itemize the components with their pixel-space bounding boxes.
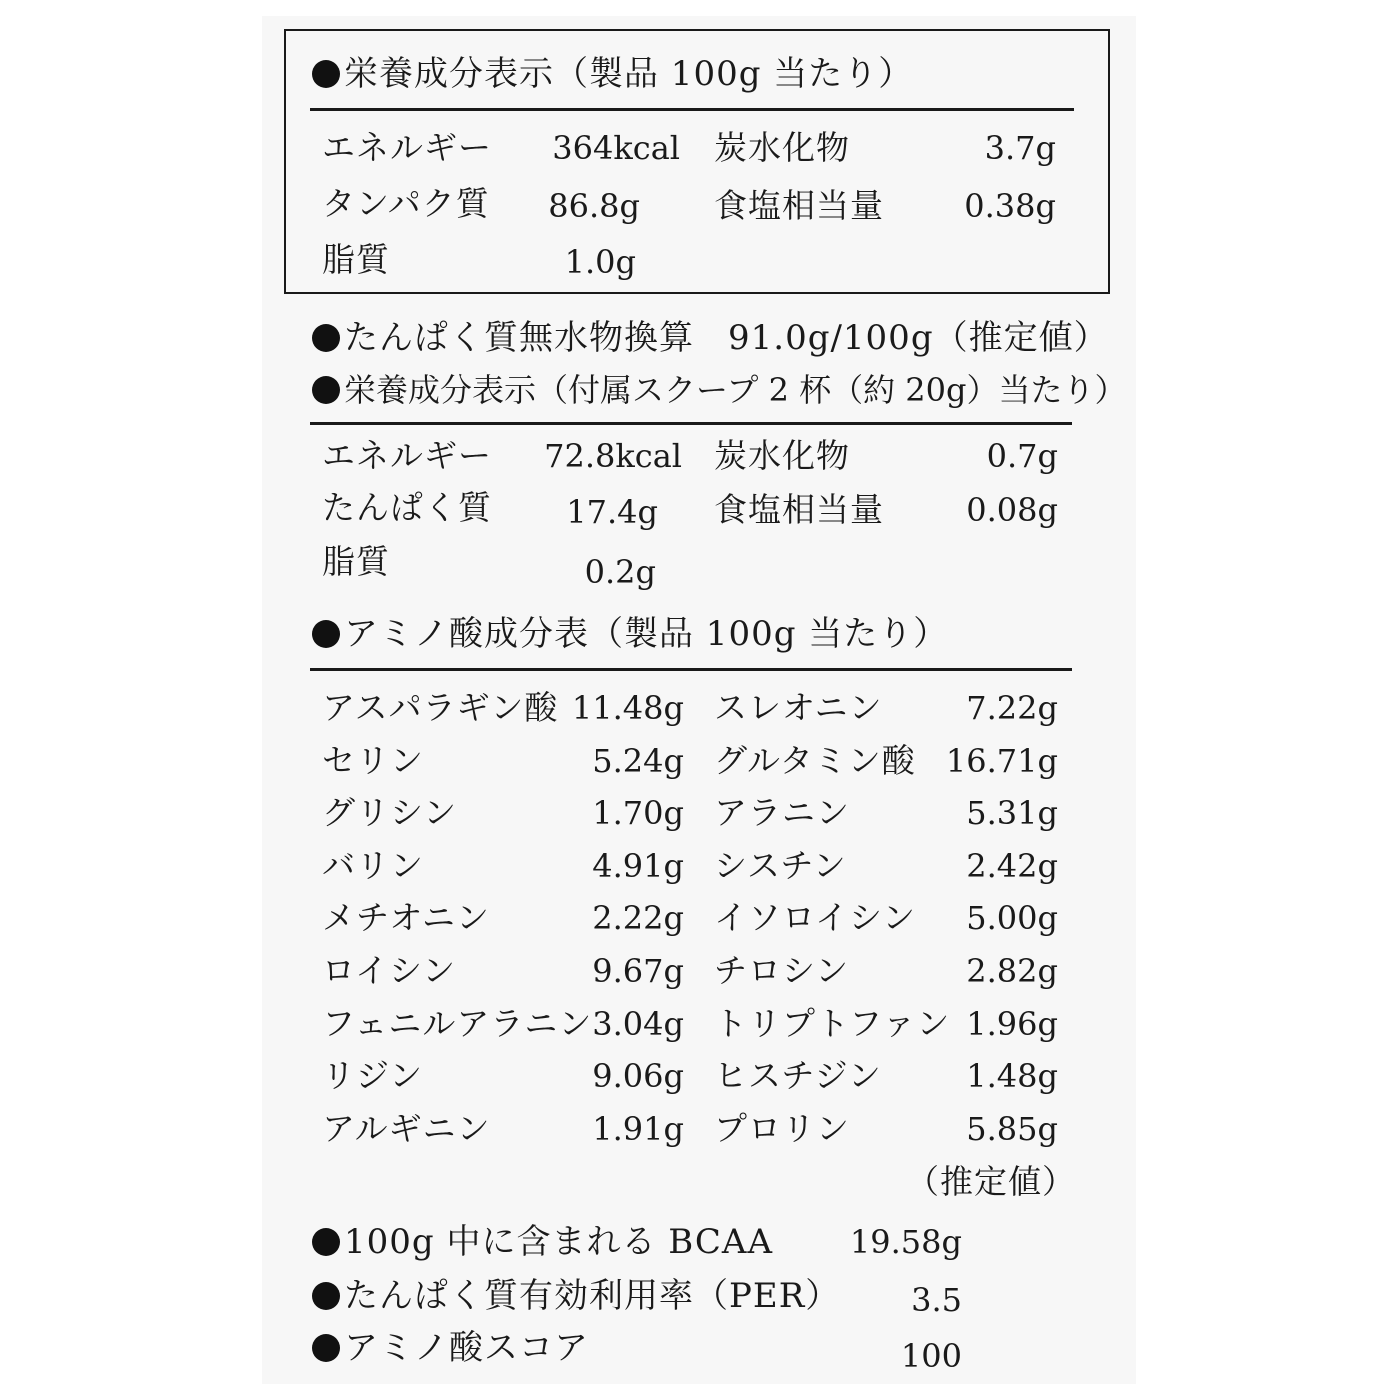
amino-right-value: 1.96g [966,1005,1058,1043]
s1-row2-left-label: タンパク質 [322,184,490,223]
amino-score-row [312,1328,589,1368]
amino-left-label: グリシン [322,793,458,832]
s1-row1-left-label: エネルギー [322,128,492,167]
bullet-icon [312,1282,340,1310]
anhydrous-label: たんぱく質無水物換算 [344,318,694,358]
s2-row3-left-value: 0.2g [584,553,656,591]
section1-title-row [312,54,913,94]
s2-row2-right-label: 食塩相当量 [714,490,884,529]
amino-right-label: スレオニン [714,688,883,727]
amino-right-label: トリプトファン [714,1004,951,1043]
section2-title-row [312,370,1126,410]
per-value: 3.5 [911,1281,962,1319]
s2-row1-left-label: エネルギー [322,436,492,475]
amino-right-value: 5.31g [966,794,1058,832]
amino-left-label: アルギニン [322,1109,491,1148]
amino-left-value: 2.22g [592,899,684,937]
amino-right-value: 2.82g [966,952,1058,990]
anhydrous-row [312,318,694,358]
amino-right-value: 16.71g [945,742,1058,780]
bcaa-label: 100g 中に含まれる BCAA [344,1222,774,1262]
amino-left-label: アスパラギン酸 [322,688,559,727]
s2-row1-right-value: 0.7g [986,437,1058,475]
s1-row1-left-value: 364kcal [552,129,680,167]
s1-row1-right-label: 炭水化物 [714,128,850,167]
anhydrous-value: 91.0g/100g（推定値） [728,318,1109,358]
section1-rule [310,108,1074,111]
amino-left-value: 1.91g [592,1110,684,1148]
bullet-icon [312,1228,340,1256]
amino-left-value: 5.24g [592,742,684,780]
s2-row1-left-value: 72.8kcal [544,437,682,475]
amino-right-label: シスチン [714,846,847,885]
bullet-icon [312,620,340,648]
amino-left-value: 9.67g [592,952,684,990]
amino-right-value: 1.48g [966,1057,1058,1095]
amino-left-value: 9.06g [592,1057,684,1095]
bullet-icon [312,1334,340,1362]
amino-title-row [312,614,948,654]
bcaa-row [312,1222,773,1262]
amino-right-value: 7.22g [966,689,1058,727]
s2-row3-left-label: 脂質 [322,542,390,581]
amino-right-value: 5.00g [966,899,1058,937]
s1-row3-left-value: 1.0g [564,243,636,281]
amino-left-value: 3.04g [592,1005,684,1043]
s1-row3-left-label: 脂質 [322,240,390,279]
s1-row2-right-value: 0.38g [964,187,1056,225]
bullet-icon [312,376,340,404]
amino-right-label: グルタミン酸 [714,741,916,780]
section2-title: 栄養成分表示（付属スクープ 2 杯（約 20g）当たり） [344,371,1127,409]
s2-row2-left-label: たんぱく質 [322,488,492,527]
amino-right-label: チロシン [714,951,850,990]
amino-left-label: ロイシン [322,951,457,990]
per-label: たんぱく質有効利用率（PER） [344,1276,841,1316]
amino-right-value: 2.42g [966,847,1058,885]
amino-right-value: 5.85g [966,1110,1058,1148]
amino-left-value: 11.48g [571,689,684,727]
s2-row1-right-label: 炭水化物 [714,436,850,475]
amino-right-label: ヒスチジン [714,1056,882,1095]
s1-row2-right-label: 食塩相当量 [714,186,884,225]
amino-rule [310,668,1072,671]
bcaa-value: 19.58g [849,1223,962,1261]
section2-rule [310,422,1072,425]
s1-row1-right-value: 3.7g [984,129,1056,167]
amino-right-label: イソロイシン [714,898,917,937]
amino-right-label: プロリン [714,1109,850,1148]
s1-row2-left-value: 86.8g [548,187,640,225]
amino-left-label: リジン [322,1056,424,1095]
amino-title: アミノ酸成分表（製品 100g 当たり） [344,614,949,654]
amino-left-value: 1.70g [592,794,684,832]
amino-left-label: セリン [322,741,424,780]
amino-left-label: メチオニン [322,898,491,937]
amino-note: （推定値） [906,1162,1076,1201]
per-row [312,1276,840,1316]
amino-left-label: フェニルアラニン [322,1004,593,1043]
amino-left-value: 4.91g [592,847,684,885]
amino-left-label: バリン [322,846,424,885]
s2-row2-left-value: 17.4g [566,493,658,531]
amino-score-value: 100 [900,1337,962,1375]
bullet-icon [312,324,340,352]
amino-right-label: アラニン [714,793,850,832]
bullet-icon [312,60,340,88]
amino-score-label: アミノ酸スコア [344,1328,589,1368]
s2-row2-right-value: 0.08g [966,491,1058,529]
section1-title: 栄養成分表示（製品 100g 当たり） [344,54,914,94]
